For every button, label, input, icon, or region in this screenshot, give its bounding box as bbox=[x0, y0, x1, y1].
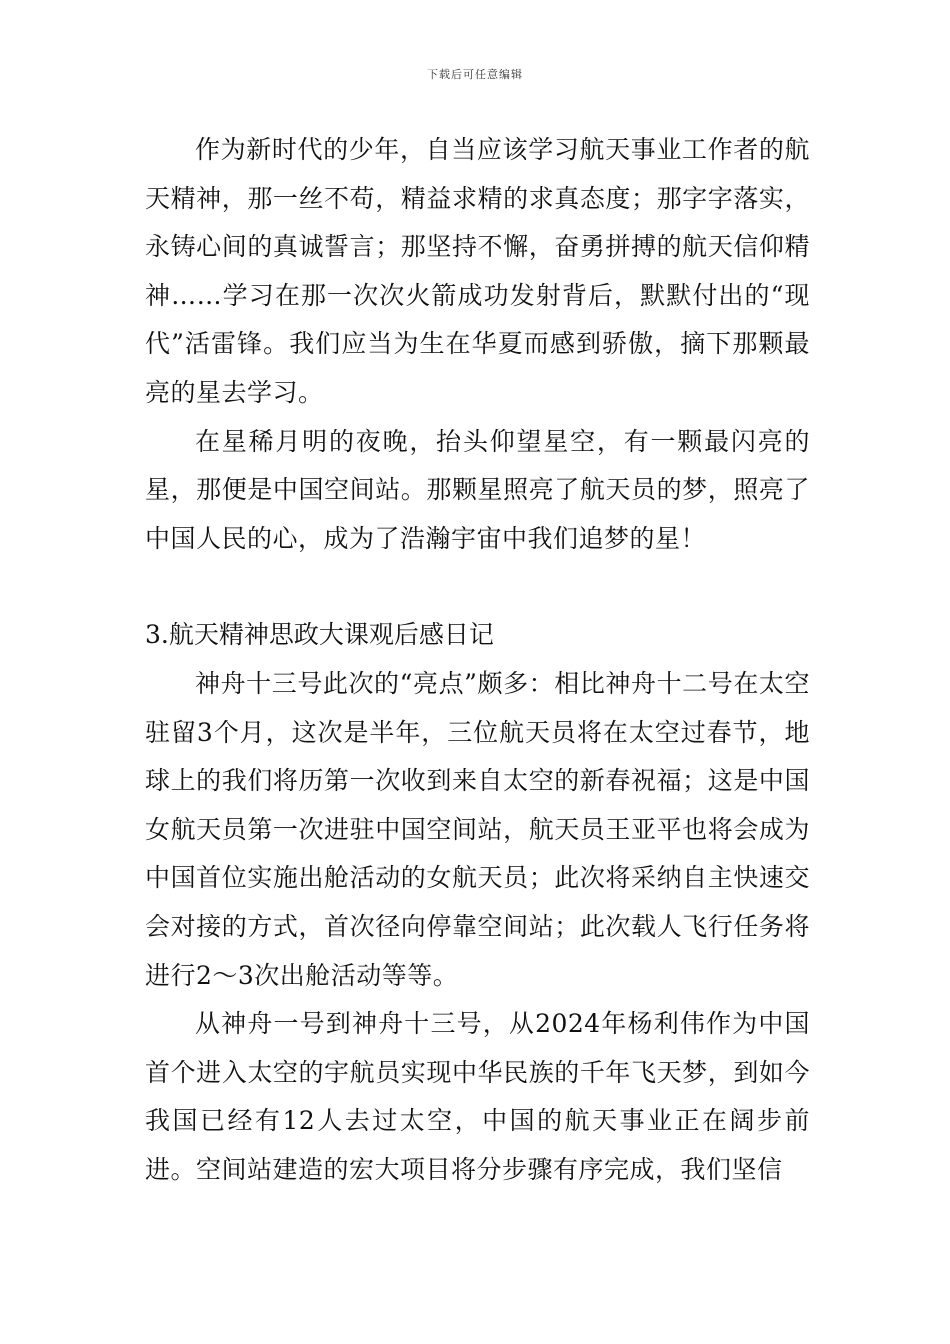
paragraph-aerospace-spirit: 作为新时代的少年，自当应该学习航天事业工作者的航天精神，那一丝不苟，精益求精的求真态度；那字字落实，永铸心间的真诚誓言；那坚持不懈，奋勇拼搏的航天信仰精神……学习在那一次次火箭成功发射背后，默默付出的“现代”活雷锋。我们应当为生在华夏而感到骄傲，摘下那颗最亮的星去学习。 bbox=[145, 135, 810, 407]
document-body bbox=[145, 126, 810, 1194]
paragraph-shenzhou-13-highlights: 神舟十三号此次的“亮点”颇多：相比神舟十二号在太空驻留3个月，这次是半年，三位航天员将在太空过春节，地球上的我们将历第一次收到来自太空的新春祝福；这是中国女航天员第一次进驻中国空间站，航天员王亚平也将会成为中国首位实施出舱活动的女航天员；此次将采纳自主快速交会对接的方式，首次径向停靠空间站；此次载人飞行任务将进行2～3次出舱活动等等。 bbox=[145, 668, 810, 990]
section-spacer bbox=[145, 563, 810, 611]
page-header: 下载后可任意编辑 bbox=[427, 68, 523, 81]
paragraph-space-station-star: 在星稀月明的夜晚，抬头仰望星空，有一颗最闪亮的星，那便是中国空间站。那颗星照亮了航天员的梦，照亮了中国人民的心，成为了浩瀚宇宙中我们追梦的星！ bbox=[145, 426, 810, 553]
section-heading: 3.航天精神思政大课观后感日记 bbox=[145, 620, 494, 650]
paragraph-shenzhou-history: 从神舟一号到神舟十三号，从2024年杨利伟作为中国首个进入太空的宇航员实现中华民族的千年飞天梦，到如今我国已经有12人去过太空，中国的航天事业正在阔步前进。空间站建造的宏大项目将分步骤有序完成，我们坚信 bbox=[145, 1009, 810, 1184]
